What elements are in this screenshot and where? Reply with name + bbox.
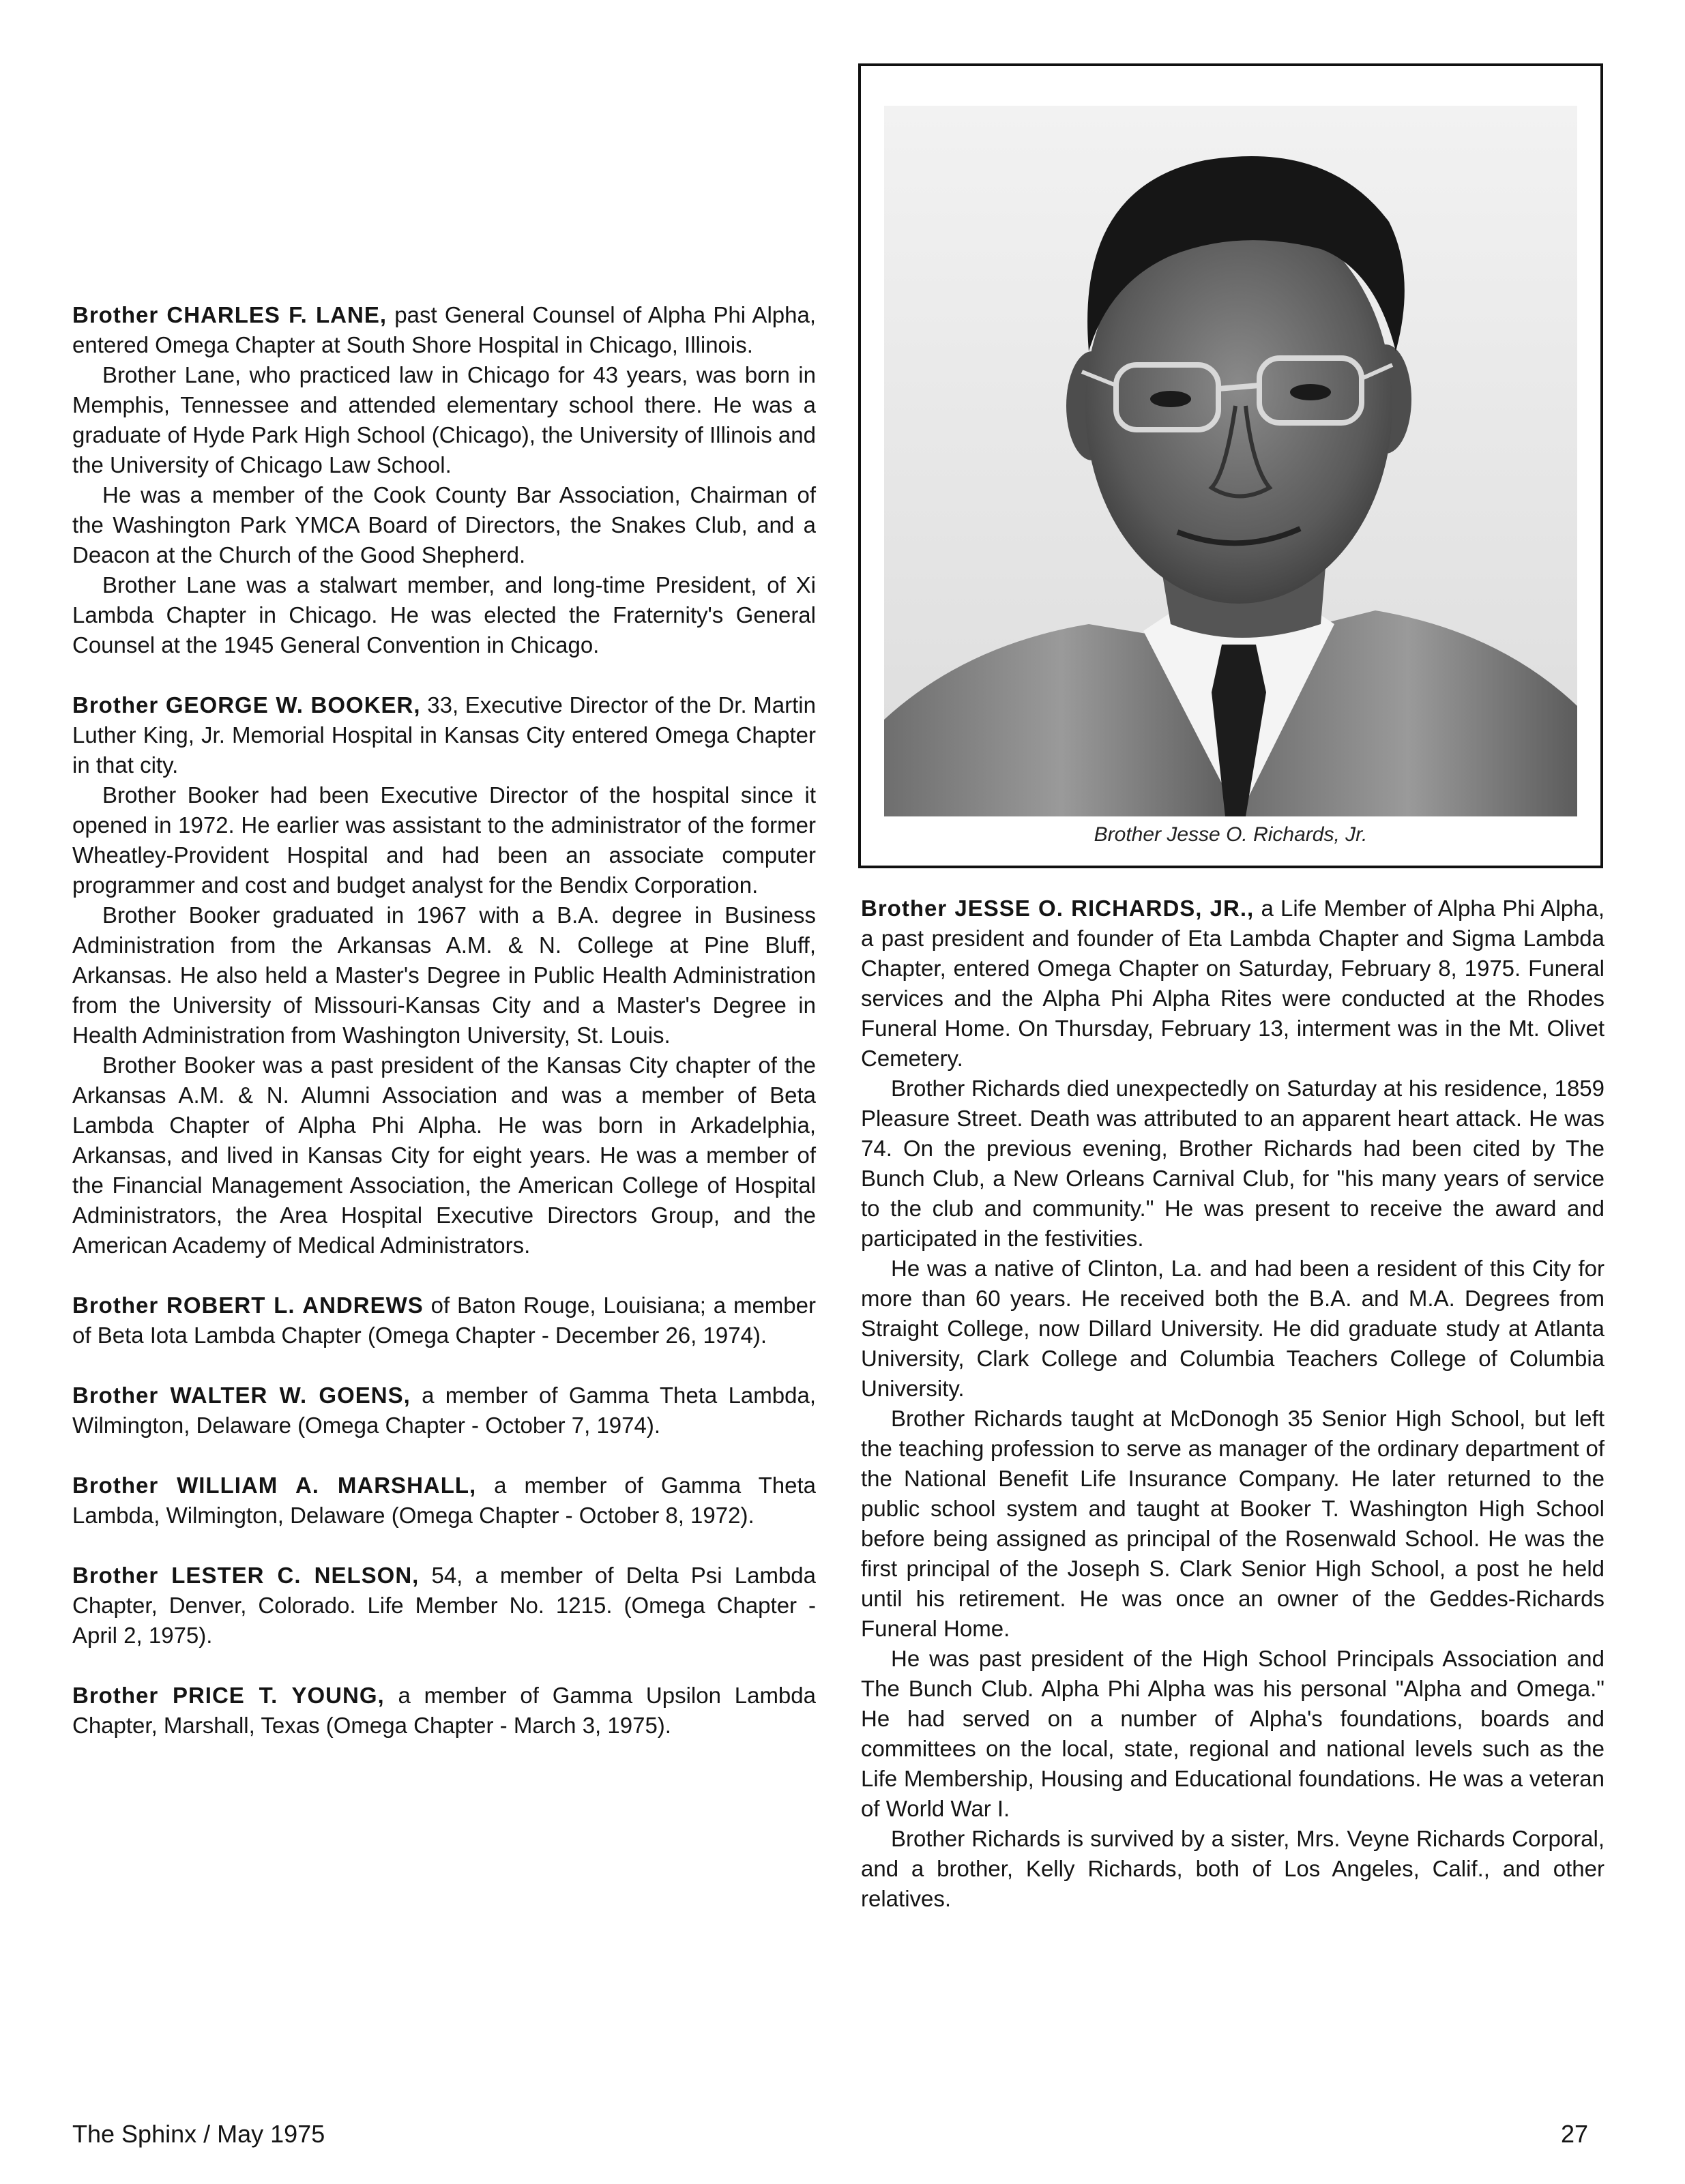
entry-paragraph: [72, 570, 816, 660]
paragraph-text: Brother Lane was a stalwart member, and long-time President, of Xi Lambda Chapter in Chicago. He was elected the Fraternity's General Counsel at the 1945 General Convention in Chicago.: [72, 572, 816, 658]
entry-lead-paragraph: [72, 1471, 816, 1531]
entry-lead-paragraph: [72, 1681, 816, 1741]
entry-lead-paragraph: [72, 1381, 816, 1441]
entry-lead-paragraph: [72, 690, 816, 780]
entry-paragraph: [72, 900, 816, 1050]
entry-spacer: [72, 660, 816, 690]
obituary-entry: [72, 690, 816, 1260]
entry-paragraph: [72, 480, 816, 570]
entry-lead-paragraph: [72, 1290, 816, 1351]
entry-spacer: [72, 1441, 816, 1471]
paragraph-text: a member of Gamma Upsilon Lambda Chapter, Marshall, Texas (Omega Chapter - March 3, 1975).: [72, 1683, 816, 1738]
entry-spacer: [72, 1260, 816, 1290]
entry-lead-paragraph: [72, 1561, 816, 1651]
paragraph-text: of Baton Rouge, Louisiana; a member of Beta Iota Lambda Chapter (Omega Chapter - December 26, 1974).: [72, 1293, 816, 1348]
member-name: Brother WALTER W. GOENS,: [72, 1383, 411, 1408]
obituary-entry: [861, 894, 1605, 1914]
paragraph-text: Brother Lane, who practiced law in Chicago for 43 years, was born in Memphis, Tennessee and attended elementary school there. He was a graduate of Hyde Park High School (Chicago), the University of Illinois and the University of Chicago Law School.: [72, 362, 816, 477]
page-number: 27: [1561, 2120, 1589, 2148]
portrait-frame: [858, 63, 1603, 868]
obituary-entry: [72, 1381, 816, 1441]
paragraph-text: He was a native of Clinton, La. and had been a resident of this City for more than 60 years. He received both the B.A. and M.A. Degrees from Straight College, now Dillard University. He did graduate study at Atlanta University, Clark College and Columbia Teachers College of Columbia University.: [861, 1256, 1605, 1401]
entry-spacer: [72, 1651, 816, 1681]
obituary-entry: [72, 300, 816, 660]
paragraph-text: a member of Gamma Theta Lambda, Wilmington, Delaware (Omega Chapter - October 8, 1972).: [72, 1473, 816, 1528]
portrait-image: [884, 106, 1577, 816]
entry-paragraph: [72, 360, 816, 480]
entry-lead-paragraph: [861, 894, 1605, 1074]
paragraph-text: Brother Richards taught at McDonogh 35 Senior High School, but left the teaching profession to serve as manager of the ordinary department of the National Benefit Life Insurance Company. He later returned to the public school system and taught at Booker T. Washington High School before being assigned as principal of the Rosenwald School. He was the first principal of the Joseph S. Clark Senior High School, a post he held until his retirement. He was once an owner of the Geddes-Richards Funeral Home.: [861, 1406, 1605, 1641]
paragraph-text: 54, a member of Delta Psi Lambda Chapter, Denver, Colorado. Life Member No. 1215. (Omega Chapter - April 2, 1975).: [72, 1563, 817, 1648]
left-text-column: [72, 300, 816, 1741]
obituary-entry: [72, 1471, 816, 1531]
photo-caption: Brother Jesse O. Richards, Jr.: [1094, 823, 1368, 846]
member-name: Brother LESTER C. NELSON,: [72, 1563, 420, 1588]
paragraph-text: He was a member of the Cook County Bar Association, Chairman of the Washington Park YMCA Board of Directors, the Snakes Club, and a Deacon at the Church of the Good Shepherd.: [72, 482, 816, 567]
paragraph-text: Brother Booker was a past president of the Kansas City chapter of the Arkansas A.M. & N. Alumni Association and was a member of Beta Lambda Chapter of Alpha Phi Alpha. He was born in Arkadelphia, Arkansas, and lived in Kansas City for eight years. He was a member of the Financial Management Association, the American College of Hospital Administrators, the Area Hospital Executive Directors Group, and the American Academy of Medical Administrators.: [72, 1052, 816, 1258]
paragraph-text: 33, Executive Director of the Dr. Martin Luther King, Jr. Memorial Hospital in Kansas City entered Omega Chapter in that city.: [72, 692, 816, 778]
paragraph-text: a member of Gamma Theta Lambda, Wilmington, Delaware (Omega Chapter - October 7, 1974).: [72, 1383, 816, 1438]
entry-paragraph: [861, 1644, 1605, 1824]
member-name: Brother ROBERT L. ANDREWS: [72, 1293, 424, 1318]
entry-lead-paragraph: [72, 300, 816, 360]
paragraph-text: Brother Richards is survived by a sister, Mrs. Veyne Richards Corporal, and a brother, Kelly Richards, both of Los Angeles, Calif., and other relatives.: [861, 1826, 1605, 1911]
entry-spacer: [72, 1351, 816, 1381]
obituary-entry: [72, 1561, 816, 1651]
portrait-photo: [884, 106, 1577, 816]
member-name: Brother PRICE T. YOUNG,: [72, 1683, 385, 1708]
entry-paragraph: [72, 1050, 816, 1260]
paragraph-text: past General Counsel of Alpha Phi Alpha, entered Omega Chapter at South Shore Hospital in Chicago, Illinois.: [72, 302, 817, 357]
member-name: Brother GEORGE W. BOOKER,: [72, 692, 421, 718]
footer-publication: The Sphinx / May 1975: [72, 2120, 325, 2148]
right-text-column: [861, 894, 1605, 1914]
paragraph-text: He was past president of the High School Principals Association and The Bunch Club. Alpha Phi Alpha was his personal "Alpha and Omega." He had served on a number of Alpha's foundations, boards and committees on the local, state, regional and national levels such as the Life Membership, Housing and Educational foundations. He was a veteran of World War I.: [861, 1646, 1605, 1821]
member-name: Brother JESSE O. RICHARDS, JR.,: [861, 896, 1255, 921]
entry-paragraph: [861, 1254, 1605, 1404]
entry-paragraph: [861, 1404, 1605, 1644]
member-name: Brother WILLIAM A. MARSHALL,: [72, 1473, 477, 1498]
member-name: Brother CHARLES F. LANE,: [72, 302, 387, 327]
entry-paragraph: [72, 780, 816, 900]
paragraph-text: Brother Booker had been Executive Director of the hospital since it opened in 1972. He earlier was assistant to the administrator of the former Wheatley-Provident Hospital and had been an associate computer programmer and cost and budget analyst for the Bendix Corporation.: [72, 782, 816, 898]
obituary-entry: [72, 1290, 816, 1351]
entry-spacer: [72, 1531, 816, 1561]
paragraph-text: Brother Richards died unexpectedly on Saturday at his residence, 1859 Pleasure Street. Death was attributed to an apparent heart attack. He was 74. On the previous evening, Brother Richards had been cited by The Bunch Club, a New Orleans Carnival Club, for "his many years of service to the club and community." He was present to receive the award and participated in the festivities.: [861, 1076, 1605, 1251]
entry-paragraph: [861, 1824, 1605, 1914]
obituary-entry: [72, 1681, 816, 1741]
entry-paragraph: [861, 1074, 1605, 1254]
paragraph-text: a Life Member of Alpha Phi Alpha, a past president and founder of Eta Lambda Chapter and Sigma Lambda Chapter, entered Omega Chapter on Saturday, February 8, 1975. Funeral services and the Alpha Phi Alpha Rites were conducted at the Rhodes Funeral Home. On Thursday, February 13, interment was in the Mt. Olivet Cemetery.: [861, 896, 1605, 1071]
paragraph-text: Brother Booker graduated in 1967 with a B.A. degree in Business Administration from the Arkansas A.M. & N. College at Pine Bluff, Arkansas. He also held a Master's Degree in Public Health Administration from the University of Missouri-Kansas City and a Master's Degree in Health Administration from Washington University, St. Louis.: [72, 902, 816, 1048]
